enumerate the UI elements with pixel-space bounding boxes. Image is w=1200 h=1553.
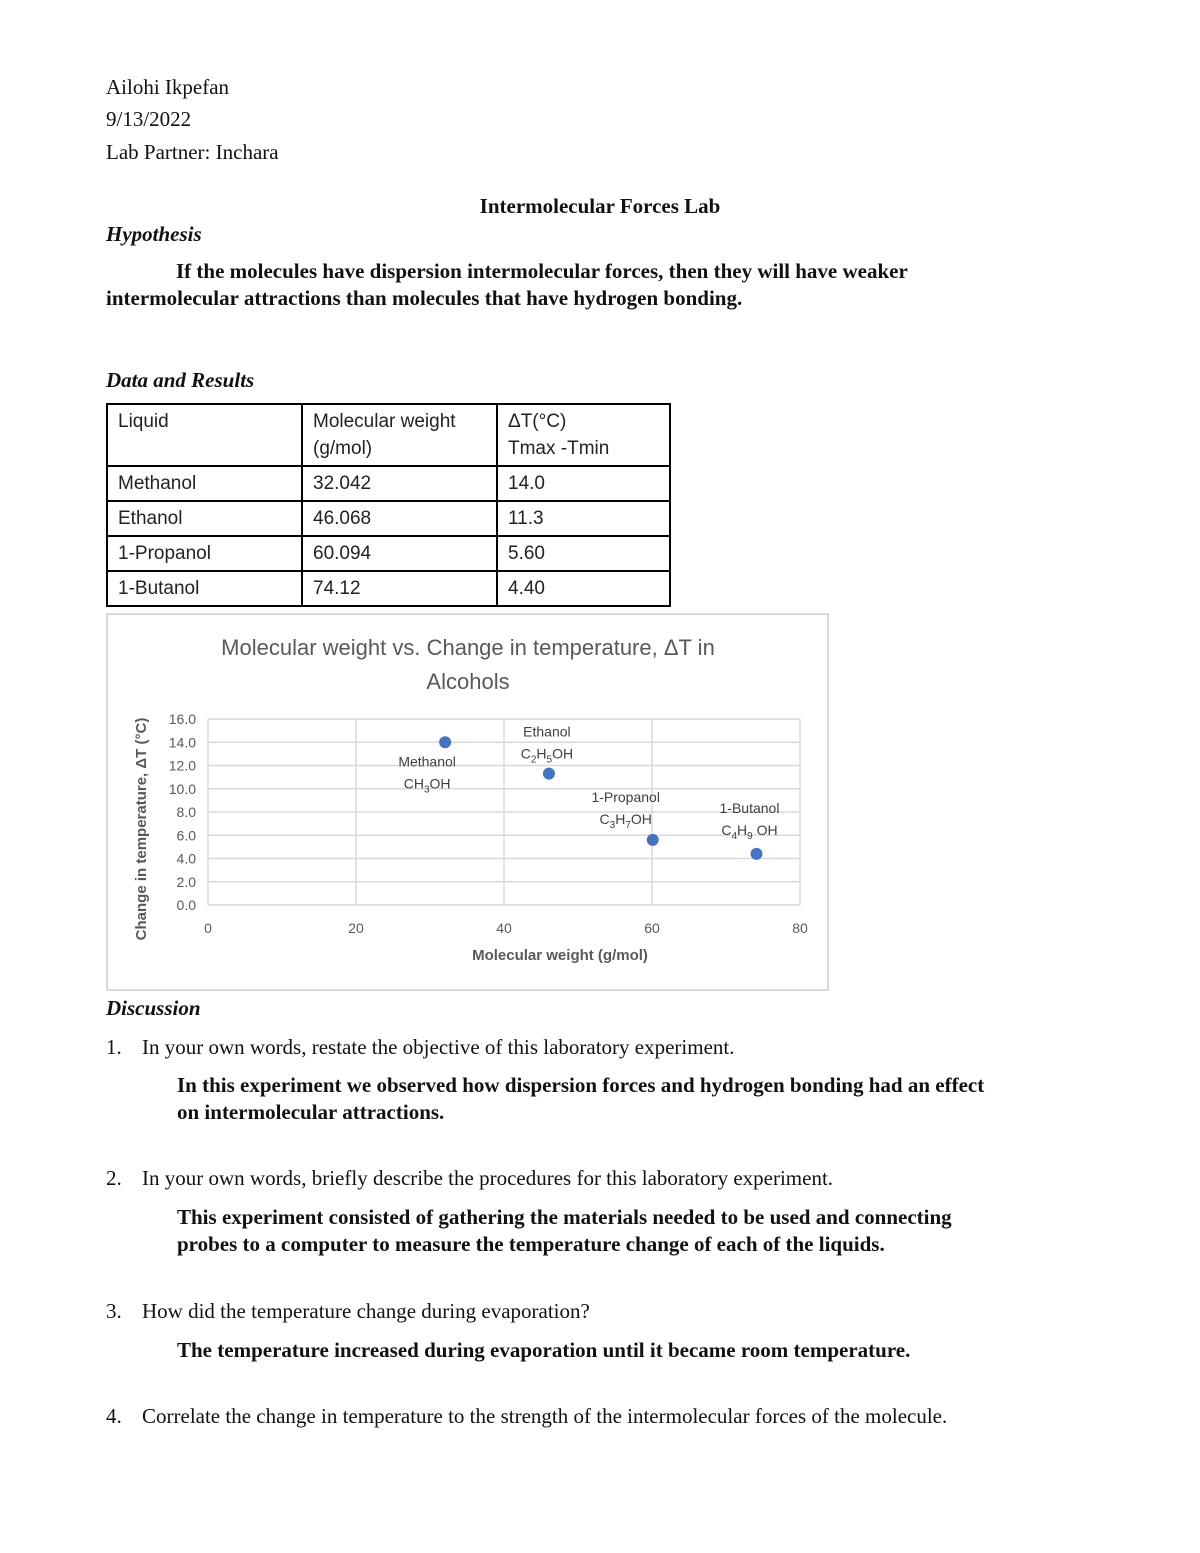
table-cell: 1-Butanol [107, 571, 302, 606]
table-cell: 32.042 [302, 466, 497, 501]
hypothesis-text [106, 258, 1066, 312]
table-cell: 46.068 [302, 501, 497, 536]
data-label-formula: $CH_3OH$ [403, 775, 451, 796]
answer-line: probes to a computer to measure the temperature change of each of the liquids. [177, 1232, 885, 1256]
y-tick-label: 12.0 [168, 757, 196, 774]
question-number: 2. [106, 1166, 122, 1190]
results-table [106, 403, 671, 607]
table-row [107, 501, 670, 536]
table-cell: 5.60 [497, 536, 670, 571]
answer-3 [177, 1337, 1097, 1364]
question-text: In your own words, briefly describe the procedures for this laboratory experiment. [142, 1166, 834, 1190]
table-header-cell: ΔT(°C) Tmax -Tmin [497, 404, 670, 466]
data-results-heading: Data and Results [106, 368, 255, 392]
question-1 [106, 1035, 735, 1060]
data-label-name: 1-Propanol [591, 788, 660, 805]
question-number: 3. [106, 1299, 122, 1323]
data-label-formula: $C_4H_9$ OH [721, 821, 778, 842]
x-tick-label: 20 [348, 920, 364, 936]
data-point [647, 834, 659, 846]
scatter-chart [106, 613, 829, 991]
question-text: Correlate the change in temperature to the strength of the intermolecular forces of the molecule. [142, 1404, 948, 1428]
hypothesis-line-1: If the molecules have dispersion intermolecular forces, then they will have weaker [176, 259, 908, 283]
answer-line: This experiment consisted of gathering the materials needed to be used and connecting [177, 1205, 952, 1229]
data-point [439, 736, 451, 748]
chart-svg [108, 615, 831, 993]
question-2 [106, 1166, 833, 1191]
answer-2 [177, 1204, 1097, 1258]
data-point [543, 768, 555, 780]
x-tick-label: 40 [496, 920, 512, 936]
y-tick-label: 2.0 [176, 873, 196, 890]
table-cell: 74.12 [302, 571, 497, 606]
table-row [107, 536, 670, 571]
y-tick-label: 8.0 [176, 804, 196, 820]
y-axis-label: Change in temperature, ΔT (°C) [133, 717, 150, 941]
question-4 [106, 1404, 947, 1429]
table-row [107, 466, 670, 501]
question-number: 4. [106, 1404, 122, 1428]
table-cell: 11.3 [497, 501, 670, 536]
table-cell: Ethanol [107, 501, 302, 536]
table-header-row [107, 404, 670, 466]
table-header-cell: Molecular weight (g/mol) [302, 404, 497, 466]
y-tick-label: 4.0 [176, 850, 196, 867]
author-name: Ailohi Ikpefan [106, 75, 230, 99]
data-point [750, 848, 762, 860]
data-label-formula: $C_3H_7OH$ [599, 810, 652, 831]
x-tick-label: 60 [644, 920, 660, 936]
chart-title-line-1: Molecular weight vs. Change in temperature, ΔT in [221, 635, 715, 660]
x-tick-label: 80 [792, 920, 808, 936]
chart-title-line-2: Alcohols [426, 669, 510, 694]
x-axis-label: Molecular weight (g/mol) [472, 947, 648, 964]
question-text: In your own words, restate the objective of this laboratory experiment. [142, 1035, 735, 1059]
table-cell: Methanol [107, 466, 302, 501]
lab-partner: Lab Partner: Inchara [106, 140, 279, 164]
question-number: 1. [106, 1035, 122, 1059]
y-tick-label: 16.0 [168, 711, 196, 727]
x-tick-label: 0 [204, 920, 212, 936]
data-label-name: 1-Butanol [719, 799, 780, 816]
plot-area [169, 711, 808, 936]
hypothesis-heading: Hypothesis [106, 222, 202, 246]
table-cell: 4.40 [497, 571, 670, 606]
y-tick-label: 10.0 [168, 780, 196, 797]
table-cell: 60.094 [302, 536, 497, 571]
question-text: How did the temperature change during evaporation? [142, 1299, 590, 1323]
data-label-name: Ethanol [523, 723, 571, 740]
answer-1 [177, 1072, 1097, 1126]
table-header-cell: Liquid [107, 404, 302, 466]
answer-line: In this experiment we observed how dispersion forces and hydrogen bonding had an effect [177, 1073, 985, 1097]
question-3 [106, 1299, 590, 1324]
document-title: Intermolecular Forces Lab [479, 194, 721, 218]
y-tick-label: 0.0 [176, 897, 196, 913]
table-cell: 1-Propanol [107, 536, 302, 571]
answer-line: The temperature increased during evaporation until it became room temperature. [177, 1338, 911, 1362]
data-label-formula: $C_2H_5OH$ [520, 745, 574, 766]
table-row [107, 571, 670, 606]
report-date: 9/13/2022 [106, 107, 192, 131]
discussion-heading: Discussion [106, 996, 201, 1020]
answer-line: on intermolecular attractions. [177, 1100, 445, 1124]
hypothesis-line-2: intermolecular attractions than molecules that have hydrogen bonding. [106, 286, 743, 310]
data-label-name: Methanol [398, 753, 456, 770]
y-tick-label: 6.0 [176, 827, 196, 844]
table-cell: 14.0 [497, 466, 670, 501]
y-tick-label: 14.0 [168, 734, 196, 751]
